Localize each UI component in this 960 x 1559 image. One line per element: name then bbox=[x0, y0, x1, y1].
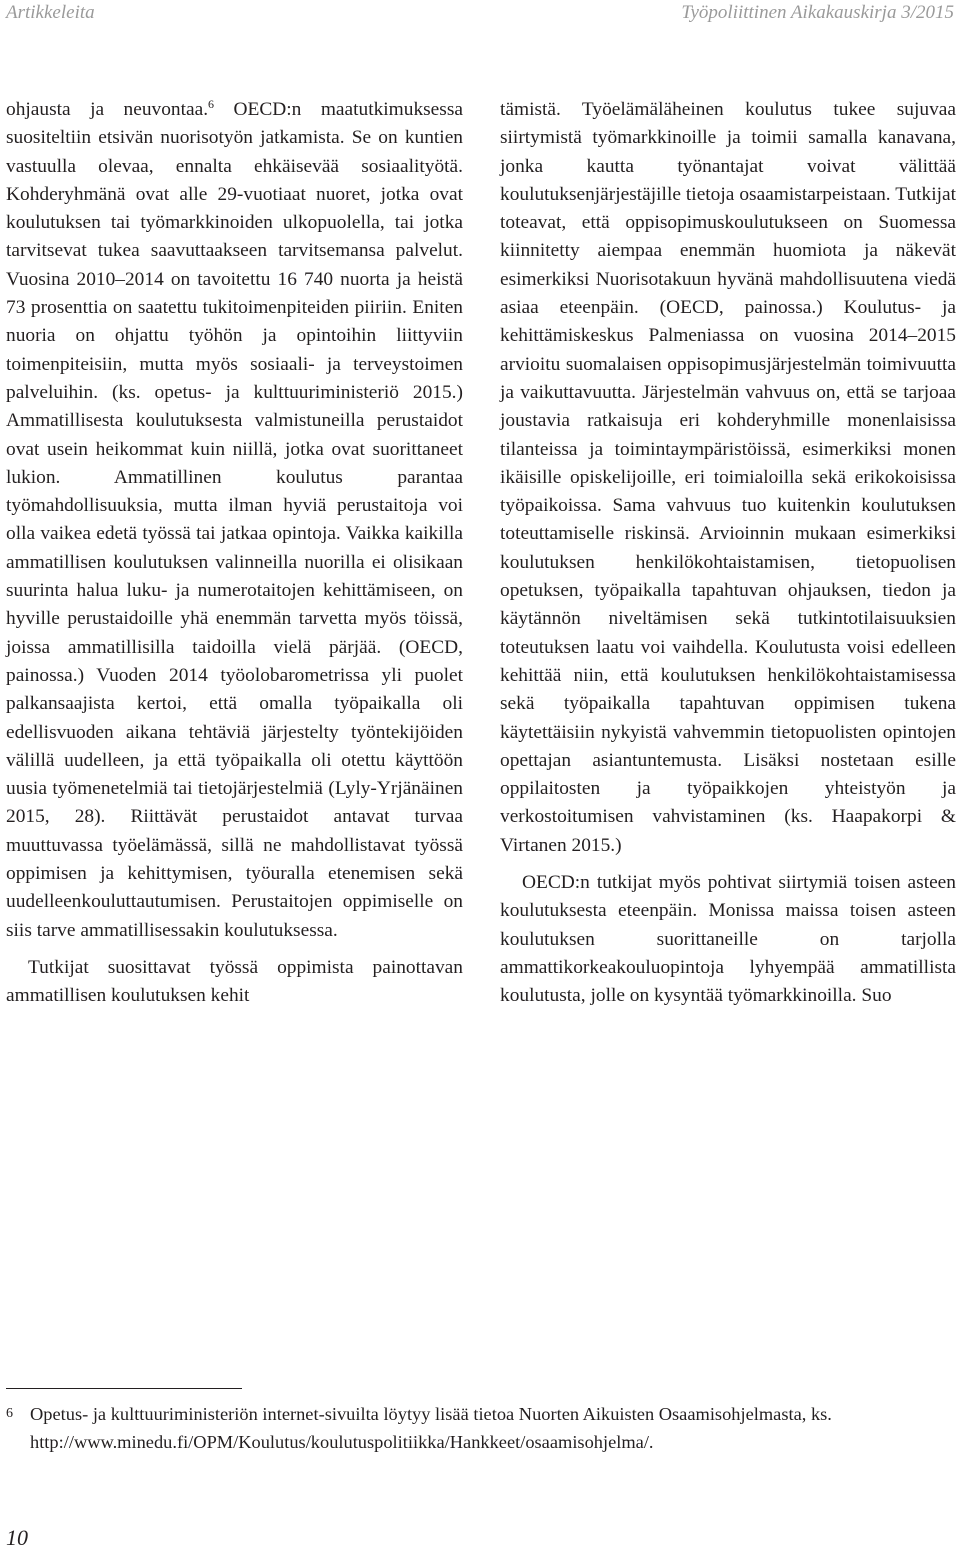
running-header bbox=[0, 0, 960, 26]
left-paragraph-1-rest: OECD:n maatutkimuksessa suositeltiin etsivän nuorisotyön jatkamista. Se on kuntien vastuulla olevaa, ennalta ehkäisevää sosiaalityötä. Kohderyhmänä ovat alle 29-vuotiaat nuoret, jotka ovat koulutuksen tai työmarkkinoiden ulkopuolella, tai jotka tarvitsevat tukea saavuttaakseen tarvitsemansa palvelut. Vuosina 2010–2014 on tavoitettu 16 740 nuorta ja heistä 73 prosenttia on saatettu tukitoimenpiteiden piiriin. Eniten nuoria on ohjattu työhön ja opintoihin liittyviin toimenpiteisiin, mutta myös sosiaali- ja terveystoimen palveluihin. (ks. opetus- ja kulttuuriministeriö 2015.) Ammatillisesta koulutuksesta valmistuneilla perustaidot ovat usein heikommat kuin niillä, jotka ovat suorittaneet lukion. Ammatillinen koulutus parantaa työmahdollisuuksia, mutta ilman hyviä perustaitoja voi olla vaikea edetä työssä tai jatkaa opintoja. Vaikka kaikilla ammatillisen koulutuksen valinneilla nuorilla ei olisikaan suurinta halua luku- ja numerotaitojen kehittämiseen, on hyville perustaidoille yhä enemmän tarvetta myös töissä, joissa ammatillisilla taidoilla vielä pärjää. (OECD, painossa.) Vuoden 2014 työolobarometrissa yli puolet palkansaajista kertoi, että omalla työpaikalla oli edellisvuoden aikana tehtäviä järjestelty työntekijöiden välillä uudelleen, ja että työpaikalla oli otettu käyttöön uusia työmenetelmiä tai tietojärjestelmiä (Lyly-Yrjänäinen 2015, 28). Riittävät perustaidot antavat turvaa muuttuvassa työelämässä, sillä ne mahdollistavat työssä oppimisen ja kehittymisen, työuralla etenemisen sekä uudelleenkouluttautumisen. Perustaitojen oppimiselle on siis tarve ammatillisessakin koulutuksessa. bbox=[6, 99, 463, 941]
right-paragraph-1: tämistä. Työelämäläheinen koulutus tukee sujuvaa siirtymistä työmarkkinoille ja toimii samalla kanavana, jonka kautta työnantajat voivat välittää koulutuksenjärjestäjille tietoja osaamistarpeistaan. Tutkijat toteavat, että oppisopimuskoulutukseen on Suomessa kiinnitetty aiempaa enemmän huomiota ja näkevät esimerkiksi Nuorisotakuun hyvänä mahdollisuutena viedä asiaa eteenpäin. (OECD, painossa.) Koulutus- ja kehittämiskeskus Palmeniassa on vuosina 2014–2015 arvioitu suomalaisen oppisopimusjärjestelmän toimivuutta ja vaikuttavuutta. Järjestelmän vahvuus on, että se tarjoaa joustavia ratkaisuja eri kohderyhmille monenlaisissa tilanteissa ja toimintaympäristöissä, esimerkiksi monen ikäisille opiskelijoille, eri toimialoilla sekä erikokoisissa työpaikoissa. Sama vahvuus tuo kuitenkin koulutuksen toteuttamiselle riskinsä. Arvioinnin mukaan esimerkiksi koulutuksen henkilökohtaistamisen, tietopuolisen opetuksen, työpaikalla tapahtuvan ohjauksen, tiedon ja käytännön niveltämisen sekä tutkintotilaisuuksien toteutuksen laatu voi vaihdella. Koulutusta voisi edelleen kehittää niin, että koulutuksen henkilökohtaistamisessa sekä työpaikalla tapahtuvan oppimisen tukena käytettäisiin nykyistä vahvemmin tietopuolisten opintojen opettajan asiantuntemusta. Lisäksi nostetaan esille oppilaitosten ja työpaikkojen yhteistyön ja verkostoitumisen vahvistaminen (ks. Haapakorpi & Virtanen 2015.) bbox=[500, 99, 956, 856]
footnote-text: Opetus- ja kulttuuriministeriön internet-sivuilta löytyy lisää tietoa Nuorten Aikuisten Osaamisohjelmasta, ks. http://www.minedu.fi/OPM/Koulutus/koulutuspolitiikka/Hankkeet/osaamisohjelma/. bbox=[30, 1404, 832, 1452]
left-column bbox=[6, 96, 463, 1011]
left-paragraph-1-start: ohjausta ja neuvontaa. bbox=[6, 99, 209, 120]
section-label: Artikkeleita bbox=[6, 2, 95, 23]
left-paragraph-1 bbox=[6, 96, 463, 945]
right-paragraph-2: OECD:n tutkijat myös pohtivat siirtymiä toisen asteen koulutuksesta eteenpäin. Monissa maissa toisen asteen koulutuksen suorittaneille on tarjolla ammattikorkeakouluopintoja lyhyempää ammatillista koulutusta, jolle on kysyntää työmarkkinoilla. Suo bbox=[500, 872, 956, 1007]
left-paragraph-2: Tutkijat suosittavat työssä oppimista painottavan ammatillisen koulutuksen kehit bbox=[6, 956, 463, 1007]
right-column bbox=[500, 96, 956, 1011]
footnote-number: 6 bbox=[6, 1406, 13, 1421]
journal-title: Työpoliittinen Aikakauskirja 3/2015 bbox=[681, 2, 954, 23]
footnote-ref[interactable]: 6 bbox=[208, 97, 215, 111]
footnote bbox=[6, 1400, 956, 1456]
page-number: 10 bbox=[6, 1525, 28, 1550]
footnote-divider bbox=[6, 1388, 242, 1389]
